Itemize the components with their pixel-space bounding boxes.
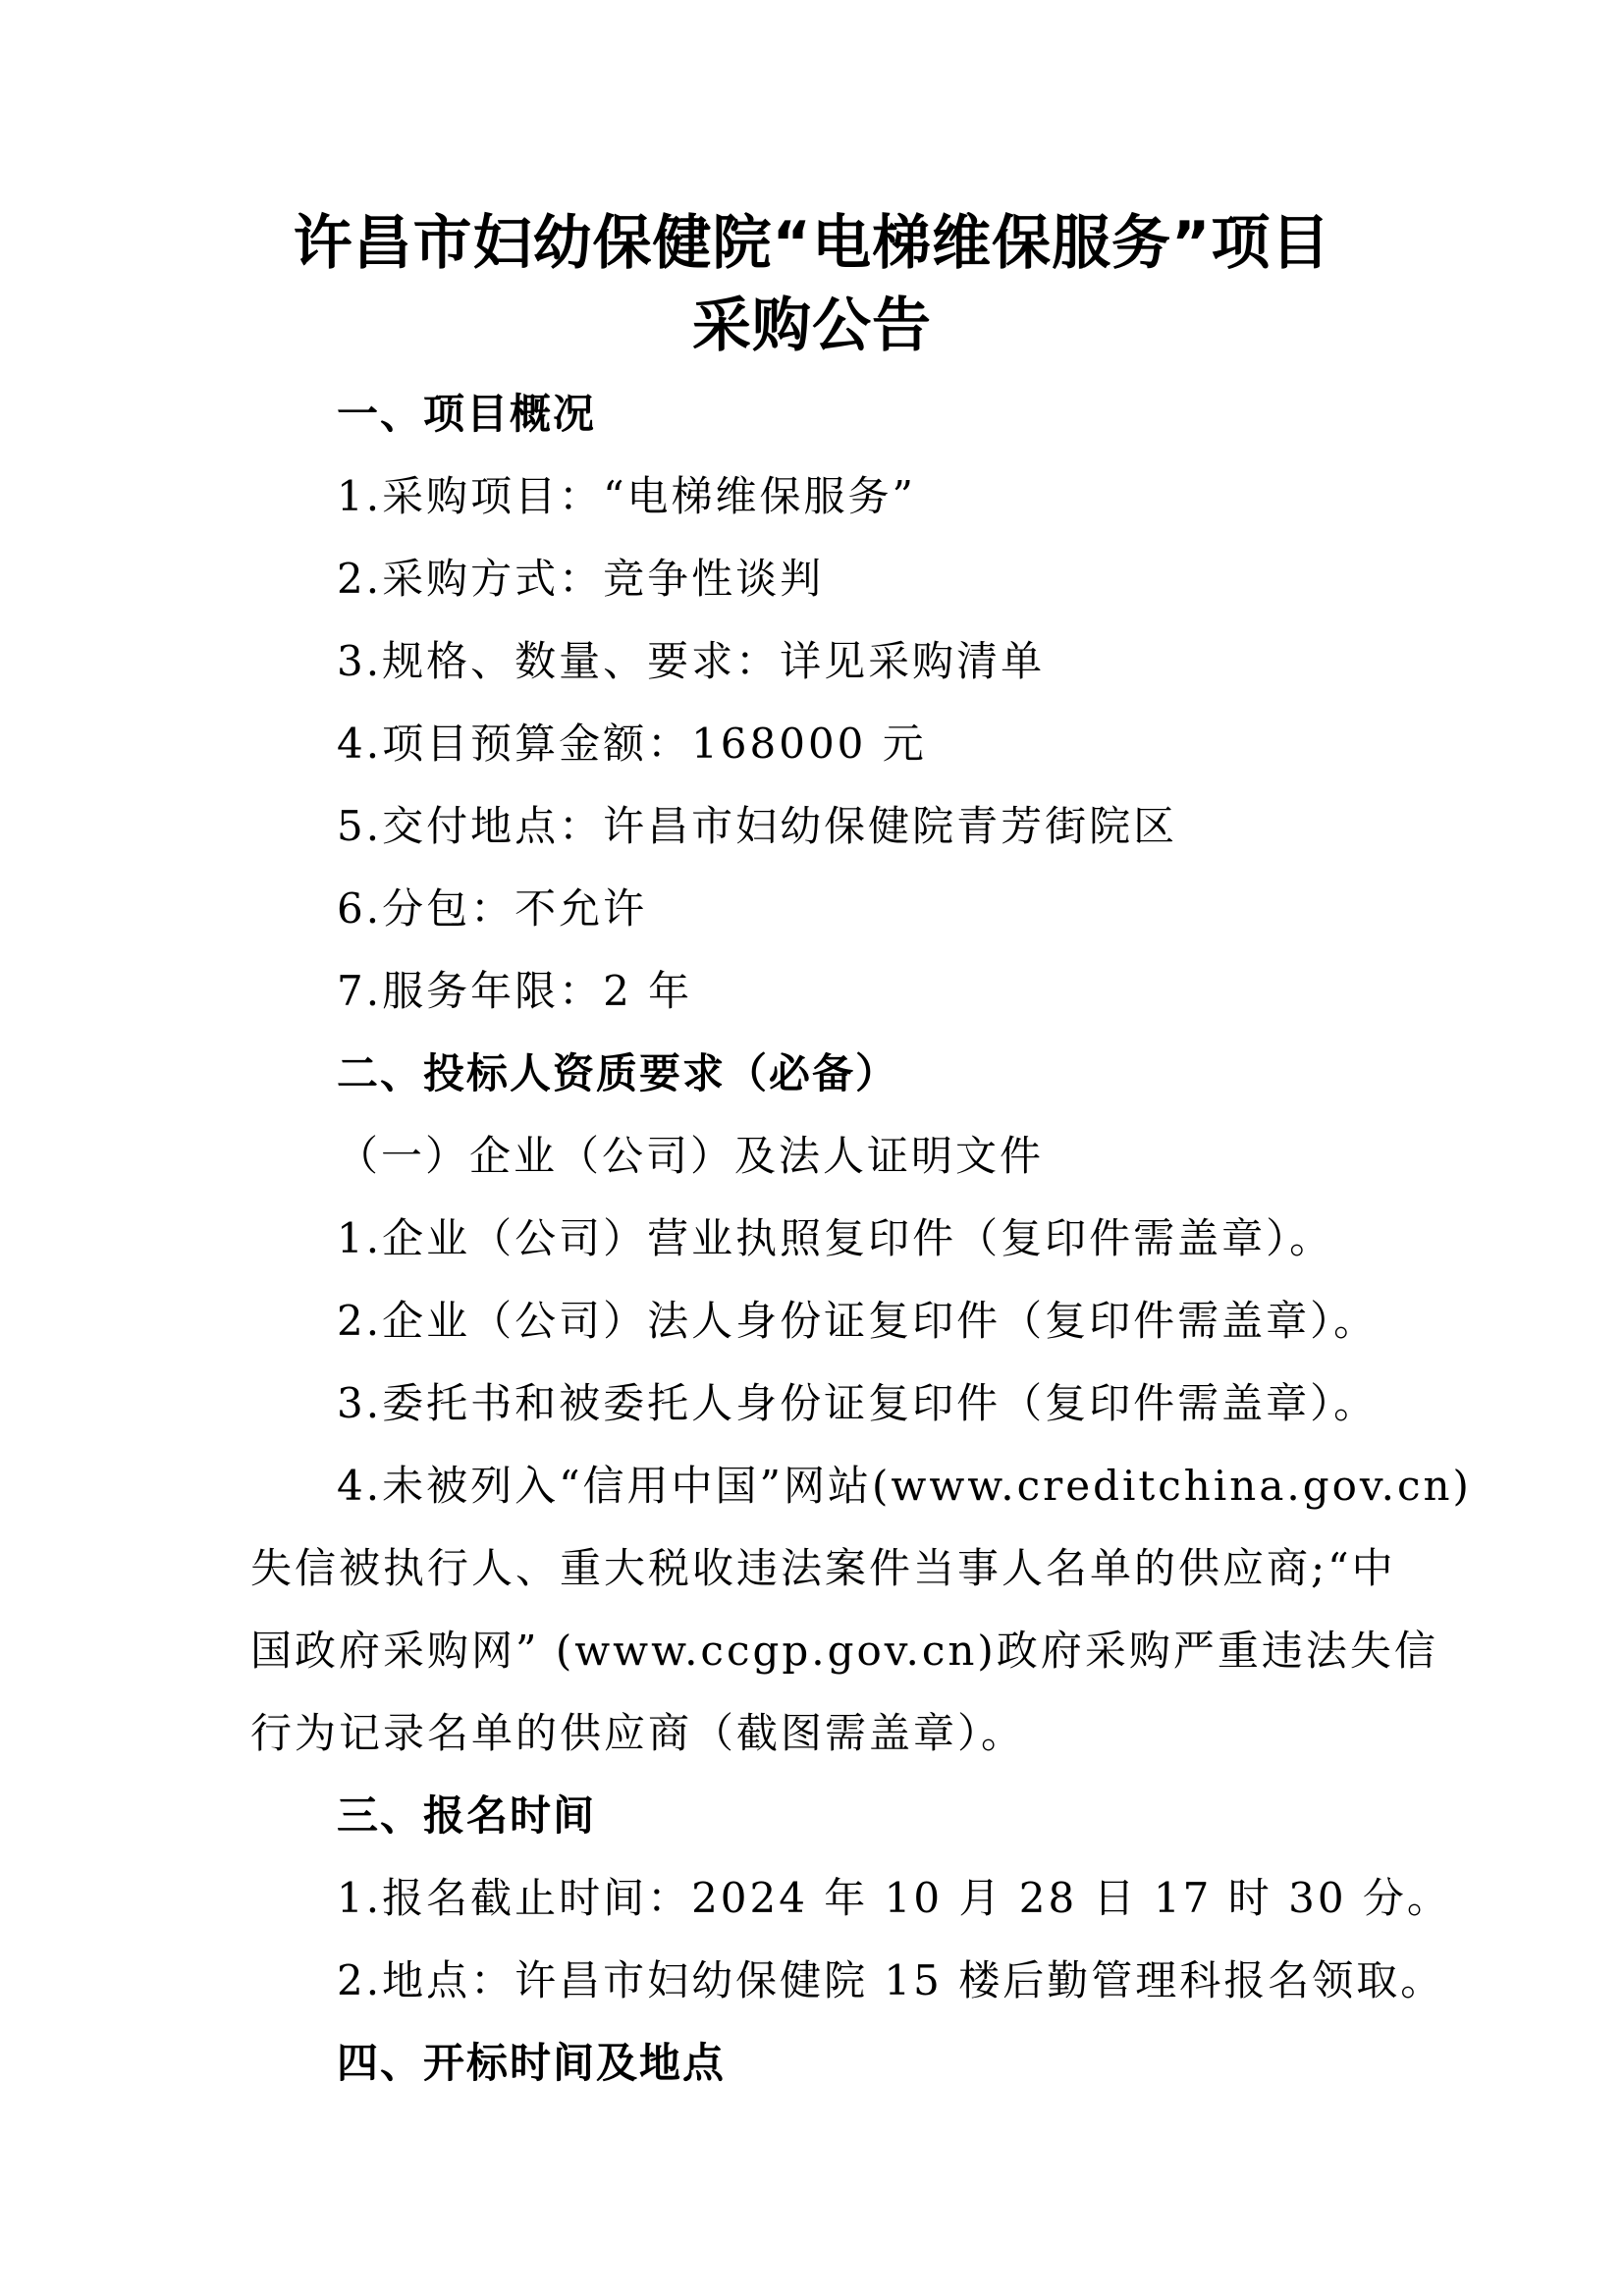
list-item: 6.分包：不允许 bbox=[337, 884, 648, 933]
list-item-credit-line-4: 行为记录名单的供应商（截图需盖章）。 bbox=[250, 1709, 1026, 1757]
title-line-2: 采购公告 bbox=[692, 292, 932, 360]
section-heading-registration: 三、报名时间 bbox=[337, 1791, 597, 1840]
list-item: 2.采购方式：竞争性谈判 bbox=[337, 555, 825, 603]
list-item: 4.项目预算金额：168000 元 bbox=[337, 720, 927, 768]
list-item: 2.企业（公司）法人身份证复印件（复印件需盖章）。 bbox=[337, 1297, 1379, 1345]
list-item: 1.企业（公司）营业执照复印件（复印件需盖章）。 bbox=[337, 1214, 1334, 1262]
sub-heading: （一）企业（公司）及法人证明文件 bbox=[337, 1132, 1045, 1180]
list-item: 2.地点：许昌市妇幼保健院 15 楼后勤管理科报名领取。 bbox=[337, 1956, 1445, 2004]
list-item-credit-line-1: 4.未被列入“信用中国”网站(www.creditchina.gov.cn) bbox=[337, 1462, 1472, 1510]
section-heading-opening: 四、开标时间及地点 bbox=[337, 2039, 727, 2087]
list-item: 7.服务年限：2 年 bbox=[337, 967, 693, 1015]
section-heading-qualifications: 二、投标人资质要求（必备） bbox=[337, 1049, 899, 1097]
list-item-credit-line-3: 国政府采购网” (www.ccgp.gov.cn)政府采购严重违法失信 bbox=[250, 1627, 1438, 1675]
list-item-credit-line-2: 失信被执行人、重大税收违法案件当事人名单的供应商;“中 bbox=[250, 1544, 1396, 1592]
list-item: 5.交付地点：许昌市妇幼保健院青芳街院区 bbox=[337, 802, 1178, 850]
section-heading-overview: 一、项目概况 bbox=[337, 390, 597, 438]
list-item: 3.规格、数量、要求：详见采购清单 bbox=[337, 637, 1046, 685]
list-item: 1.报名截止时间：2024 年 10 月 28 日 17 时 30 分。 bbox=[337, 1874, 1451, 1922]
title-line-1: 许昌市妇幼保健院“电梯维保服务”项目 bbox=[293, 209, 1331, 278]
list-item: 3.委托书和被委托人身份证复印件（复印件需盖章）。 bbox=[337, 1379, 1379, 1427]
list-item: 1.采购项目：“电梯维保服务” bbox=[337, 472, 917, 520]
